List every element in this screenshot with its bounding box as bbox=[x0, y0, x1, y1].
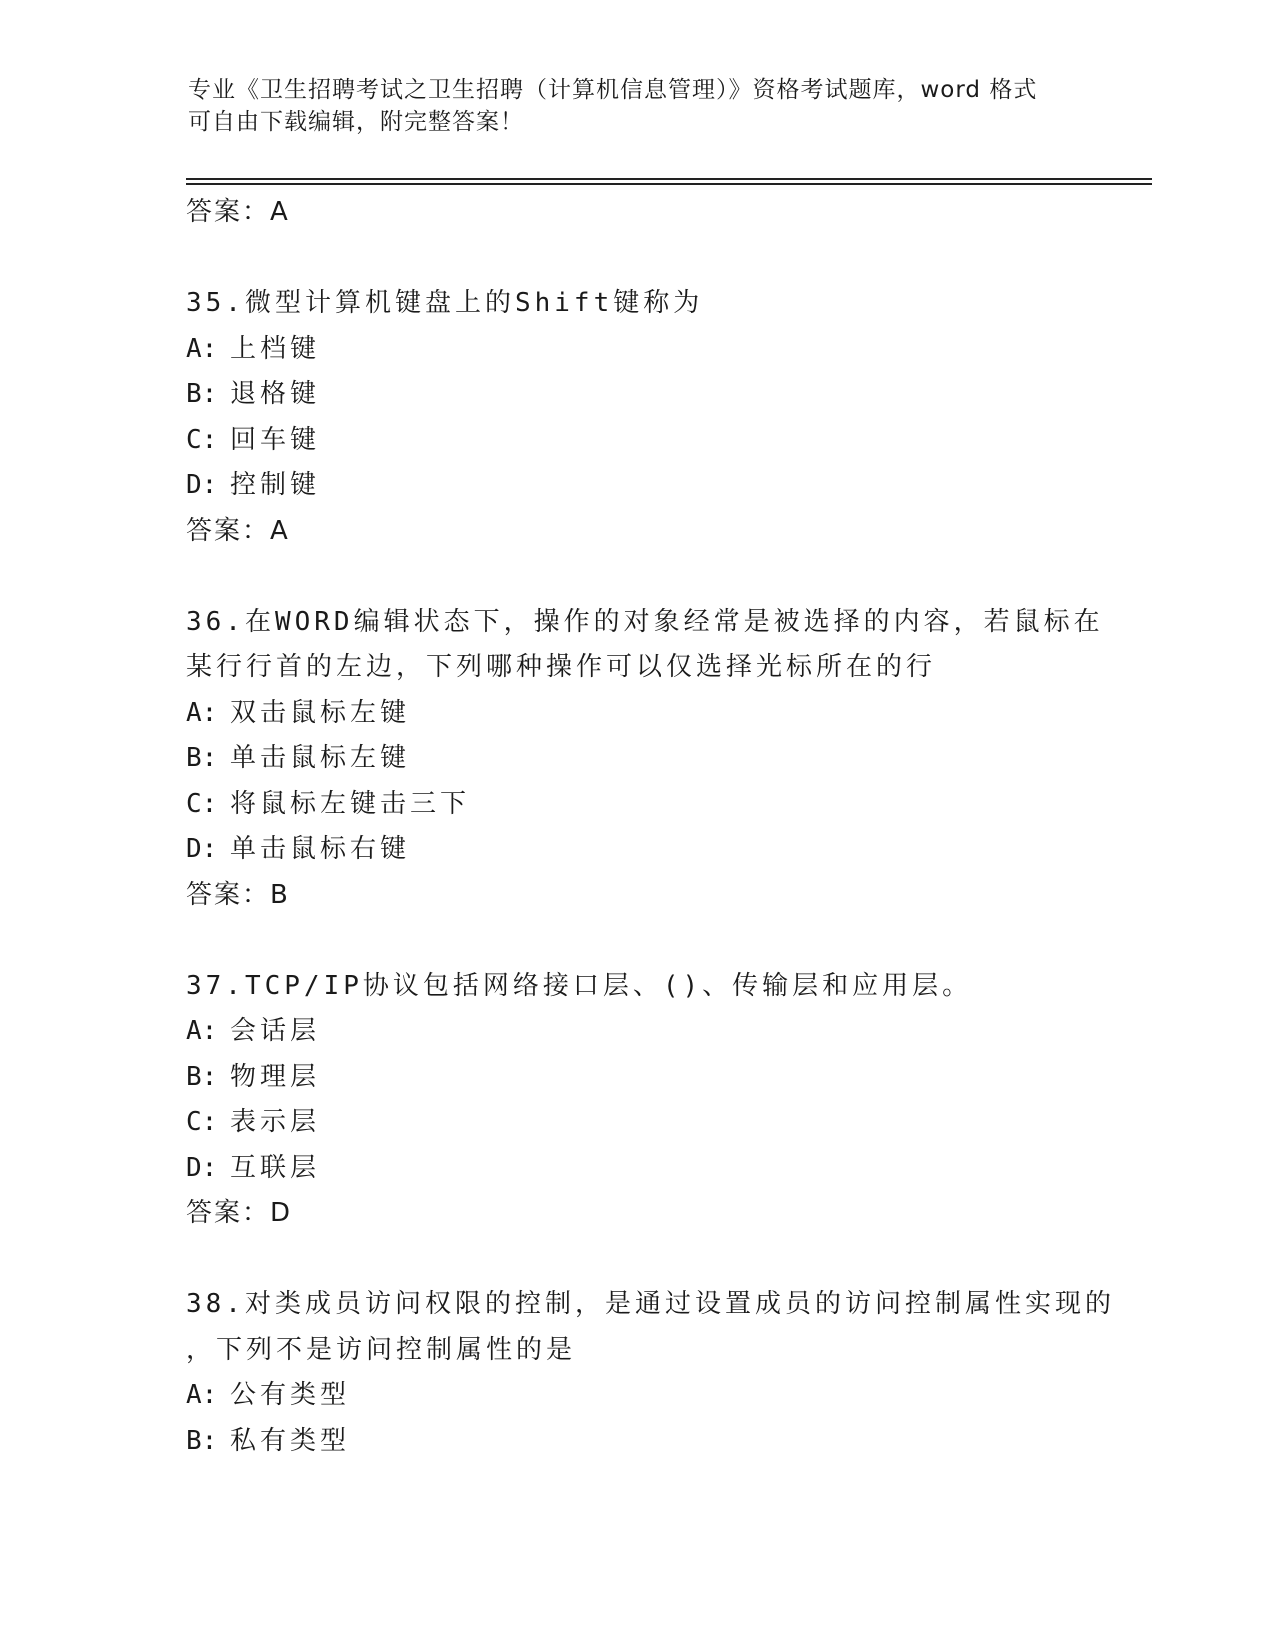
header-line-1: 专业《卫生招聘考试之卫生招聘（计算机信息管理）》资格考试题库，word 格式 bbox=[188, 77, 1038, 103]
option-c bbox=[186, 1100, 1116, 1146]
option-key: A: bbox=[186, 333, 218, 364]
option-text: 互联层 bbox=[230, 1152, 321, 1183]
option-text: 公有类型 bbox=[230, 1380, 351, 1410]
option-b bbox=[186, 736, 1116, 782]
option-text: 单击鼠标左键 bbox=[230, 743, 411, 773]
answer-line: 答案：D bbox=[186, 1198, 293, 1228]
question-list bbox=[186, 190, 1116, 1464]
question-text: 36.在WORD编辑状态下，操作的对象经常是被选择的内容，若鼠标在 bbox=[186, 606, 1104, 637]
answer-line: 答案：B bbox=[186, 879, 290, 910]
option-key: D: bbox=[186, 1152, 218, 1183]
option-key: B: bbox=[186, 1425, 218, 1456]
option-a bbox=[186, 691, 1116, 737]
option-text: 控制键 bbox=[230, 470, 321, 500]
option-d bbox=[186, 827, 1116, 873]
option-b bbox=[186, 1055, 1116, 1101]
option-key: A: bbox=[186, 1380, 218, 1410]
option-text: 将鼠标左键击三下 bbox=[230, 788, 471, 819]
option-text: 物理层 bbox=[230, 1061, 321, 1092]
option-text: 单击鼠标右键 bbox=[230, 834, 411, 864]
option-d bbox=[186, 1146, 1116, 1192]
question-text-continued: 某行行首的左边，下列哪种操作可以仅选择光标所在的行 bbox=[186, 652, 937, 682]
option-key: D: bbox=[186, 834, 218, 864]
option-key: C: bbox=[186, 1107, 218, 1137]
option-b bbox=[186, 1419, 1116, 1465]
option-key: B: bbox=[186, 379, 218, 409]
option-b bbox=[186, 372, 1116, 418]
option-key: B: bbox=[186, 743, 218, 773]
option-text: 私有类型 bbox=[230, 1425, 351, 1456]
option-text: 退格键 bbox=[230, 379, 321, 409]
header-divider-top bbox=[186, 178, 1152, 180]
question-text: 35.微型计算机键盘上的Shift键称为 bbox=[186, 288, 704, 318]
option-key: D: bbox=[186, 470, 218, 500]
option-a bbox=[186, 1373, 1116, 1419]
option-key: C: bbox=[186, 424, 218, 455]
option-key: B: bbox=[186, 1061, 218, 1092]
option-a bbox=[186, 1009, 1116, 1055]
option-text: 上档键 bbox=[230, 333, 321, 364]
answer-line: 答案：A bbox=[186, 515, 290, 546]
option-d bbox=[186, 463, 1116, 509]
question-text-continued: ，下列不是访问控制属性的是 bbox=[186, 1334, 577, 1365]
option-c bbox=[186, 418, 1116, 464]
option-key: A: bbox=[186, 1016, 218, 1046]
option-text: 回车键 bbox=[230, 424, 321, 455]
question-38 bbox=[186, 1282, 1116, 1464]
option-key: A: bbox=[186, 697, 218, 728]
document-header bbox=[188, 74, 1088, 138]
option-text: 双击鼠标左键 bbox=[230, 697, 411, 728]
option-text: 表示层 bbox=[230, 1107, 321, 1137]
header-line-2: 可自由下载编辑，附完整答案！ bbox=[188, 109, 524, 135]
header-divider-bottom bbox=[186, 183, 1152, 185]
option-a bbox=[186, 327, 1116, 373]
option-c bbox=[186, 782, 1116, 828]
option-key: C: bbox=[186, 788, 218, 819]
question-text: 37.TCP/IP协议包括网络接口层、()、传输层和应用层。 bbox=[186, 970, 973, 1001]
question-36 bbox=[186, 600, 1116, 918]
previous-answer: 答案：A bbox=[186, 197, 290, 227]
question-35 bbox=[186, 281, 1116, 554]
question-37 bbox=[186, 964, 1116, 1237]
option-text: 会话层 bbox=[230, 1016, 321, 1046]
question-text: 38.对类成员访问权限的控制，是通过设置成员的访问控制属性实现的 bbox=[186, 1289, 1115, 1319]
